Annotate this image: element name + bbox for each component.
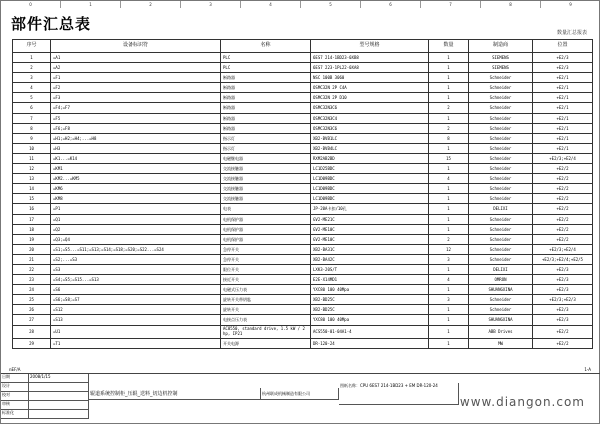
col-quantity-cell: 1 (429, 63, 469, 73)
checker-label: 校对 (1, 392, 29, 401)
date-value: 2008/1/15 (29, 374, 89, 383)
table-row (13, 113, 593, 123)
table-row (13, 264, 593, 274)
col-name-cell: 断路器 (221, 73, 311, 83)
top-ruler (1, 1, 600, 8)
col-quantity-cell: 1 (429, 224, 469, 234)
col-model-cell: RXM2AB2BD (311, 153, 429, 163)
col-location-cell: +E2/2 (533, 174, 593, 184)
page-title: 部件汇总表 (11, 15, 92, 33)
table-row (13, 133, 593, 143)
table-row (13, 143, 593, 153)
table-row (13, 224, 593, 234)
col-location-cell: +E2/3;+E2/4;+E2/5 (533, 254, 593, 264)
col-index-cell: 12 (13, 164, 51, 174)
ruler-tick: 8 (481, 1, 541, 8)
drawing-name-value: CPU 6ES7 214-1BD23 + EM DR-120-24 (360, 383, 438, 388)
table-row (13, 315, 593, 325)
col-manufacturer-cell: Schneider (469, 194, 533, 204)
col-quantity-cell: 1 (429, 184, 469, 194)
col-name-cell: 开关电源 (221, 338, 311, 348)
col-identifier-cell: =S2;...=S3 (51, 254, 221, 264)
col-location-cell: +E2/1 (533, 73, 593, 83)
table-row (13, 83, 593, 93)
col-location-cell: +E2/1 (533, 83, 593, 93)
col-location-cell: +E2/1 (533, 103, 593, 113)
col-quantity-cell: 1 (429, 325, 469, 338)
col-model-cell: DR-120-24 (311, 338, 429, 348)
col-name-cell: 交流接触器 (221, 194, 311, 204)
col-identifier-cell: =F2 (51, 83, 221, 93)
col-manufacturer-cell: Schneider (469, 164, 533, 174)
col-name-cell: 接近开关 (221, 275, 311, 285)
col-index-cell: 17 (13, 214, 51, 224)
col-index-cell: 18 (13, 224, 51, 234)
col-identifier-cell: =KM8 (51, 194, 221, 204)
ruler-tick: 4 (241, 1, 301, 8)
table-row (13, 184, 593, 194)
col-identifier-cell: =P1 (51, 204, 221, 214)
col-name-cell: 指示灯 (221, 133, 311, 143)
table-row (13, 234, 593, 244)
col-name-cell: 交流接触器 (221, 184, 311, 194)
col-identifier-cell: =Q3;=Q4 (51, 234, 221, 244)
col-identifier-cell: =A2 (51, 63, 221, 73)
col-quantity-cell: 15 (429, 153, 469, 163)
col-identifier-cell: =S4;=S5;=S15...=S13 (51, 275, 221, 285)
col-location-cell: +E2/3;+E2/3 (533, 295, 593, 305)
col-location-cell: +E2/3 (533, 315, 593, 325)
col-quantity-cell: 1 (429, 305, 469, 315)
col-identifier-cell: =KM2...=KM5 (51, 174, 221, 184)
col-name-cell: 限位开关 (221, 264, 311, 274)
col-identifier-cell: =A1 (51, 53, 221, 63)
table-row (13, 153, 593, 163)
col-model-cell: GV2-ME10C (311, 224, 429, 234)
ruler-tick: 2 (121, 1, 181, 8)
reviewer-label: 审核 (1, 401, 29, 410)
col-manufacturer-cell: SHUANGXINA (469, 315, 533, 325)
col-location-cell: +E2/3 (533, 305, 593, 315)
col-quantity-cell: 4 (429, 275, 469, 285)
col-name-cell: 交流接触器 (221, 164, 311, 174)
checker-value (29, 392, 89, 401)
col-identifier-cell: =KM6 (51, 184, 221, 194)
col-quantity-cell: 1 (429, 164, 469, 174)
col-manufacturer-cell: OMRON (469, 275, 533, 285)
col-manufacturer-cell: Schneider (469, 295, 533, 305)
col-quantity-cell: 3 (429, 254, 469, 264)
col-quantity-cell: 1 (429, 194, 469, 204)
ruler-tick: 5 (301, 1, 361, 8)
table-row (13, 194, 593, 204)
col-model-cell: ACS550-01-04A1-4 (311, 325, 429, 338)
col-identifier-cell: =K1...=K14 (51, 153, 221, 163)
parts-summary-table (12, 39, 593, 349)
col-quantity-cell: 1 (429, 315, 469, 325)
col-index-cell: 19 (13, 234, 51, 244)
col-index-cell: 22 (13, 264, 51, 274)
col-model-cell: GV2-ME10C (311, 234, 429, 244)
col-location-cell: +E2/2 (533, 204, 593, 214)
col-identifier-header: 设备标识符 (51, 40, 221, 53)
table-row (13, 73, 593, 83)
col-model-header: 型号规格 (311, 40, 429, 53)
col-name-cell: 急停开关 (221, 254, 311, 264)
col-index-cell: 1 (13, 53, 51, 63)
watermark: www.diangon.com (459, 395, 585, 409)
col-model-cell: E2E-X14MD1 (311, 275, 429, 285)
col-location-cell: +E2/3 (533, 264, 593, 274)
col-manufacturer-cell: MW (469, 338, 533, 348)
col-location-cell: +E2/2 (533, 184, 593, 194)
col-manufacturer-cell: Schneider (469, 93, 533, 103)
table-row (13, 254, 593, 264)
col-manufacturer-cell: SHUANGXINA (469, 285, 533, 295)
col-quantity-cell: 1 (429, 83, 469, 93)
col-manufacturer-cell: Schneider (469, 305, 533, 315)
col-quantity-cell: 1 (429, 93, 469, 103)
col-model-cell: JP-20A卡扣/10孔 (311, 204, 429, 214)
col-location-cell: +E2/3 (533, 275, 593, 285)
col-name-cell: 旋转开关 (221, 305, 311, 315)
table-row (13, 164, 593, 174)
standard-value (29, 410, 89, 419)
table-row (13, 305, 593, 315)
table-row (13, 53, 593, 63)
col-quantity-cell: 4 (429, 174, 469, 184)
col-index-cell: 15 (13, 194, 51, 204)
designer-label: 设计 (1, 383, 29, 392)
col-manufacturer-cell: Schneider (469, 234, 533, 244)
col-name-cell: 电表 (221, 204, 311, 214)
col-model-cell: LC1D09BDC (311, 174, 429, 184)
ruler-tick: 3 (181, 1, 241, 8)
col-manufacturer-cell: Schneider (469, 133, 533, 143)
col-name-cell: PLC (221, 53, 311, 63)
col-identifier-cell: =Q2 (51, 224, 221, 234)
col-name-cell: 指示灯 (221, 143, 311, 153)
col-index-cell: 2 (13, 63, 51, 73)
col-quantity-cell: 3 (429, 295, 469, 305)
col-model-cell: OSMC32N 2P C4A (311, 83, 429, 93)
table-row (13, 103, 593, 113)
col-index-cell: 25 (13, 295, 51, 305)
date-label: 日期 (1, 374, 29, 383)
col-model-cell: LC1D25BDC (311, 164, 429, 174)
col-name-cell: 断路器 (221, 93, 311, 103)
col-name-cell: AC8550, standard drive, 1.5 kW / 2 hp, IP21 (221, 325, 311, 338)
col-manufacturer-cell: Schneider (469, 73, 533, 83)
col-name-cell: PLC (221, 63, 311, 73)
col-manufacturer-cell: DELIXI (469, 204, 533, 214)
col-location-cell: +E2/2 (533, 224, 593, 234)
col-manufacturer-cell: ABB Drives (469, 325, 533, 338)
col-name-cell: 断路器 (221, 123, 311, 133)
col-identifier-cell: =F4;=F7 (51, 103, 221, 113)
col-name-cell: 电磁继电器 (221, 153, 311, 163)
col-identifier-cell: =S1;=S5...=S11;=S13;=S14;=S18;=S20;=S22...=S24 (51, 244, 221, 254)
col-location-cell: +E2/3 (533, 53, 593, 63)
col-index-cell: 23 (13, 275, 51, 285)
col-quantity-cell: 1 (429, 264, 469, 274)
col-location-cell: +E2/1 (533, 113, 593, 123)
col-identifier-cell: =S3 (51, 264, 221, 274)
ruler-tick: 7 (421, 1, 481, 8)
col-index-cell: 20 (13, 244, 51, 254)
col-location-cell: +E2/1 (533, 143, 593, 153)
col-manufacturer-header: 制造商 (469, 40, 533, 53)
col-manufacturer-cell: Schneider (469, 184, 533, 194)
col-identifier-cell: =S6;=S8;=S7 (51, 295, 221, 305)
col-manufacturer-cell: Schneider (469, 83, 533, 93)
col-quantity-cell: 1 (429, 285, 469, 295)
col-model-cell: YXC80 100 40Mpa (311, 315, 429, 325)
col-identifier-cell: =F3 (51, 93, 221, 103)
col-name-cell: 电机保护器 (221, 214, 311, 224)
company-name: 杭州联成机械制造有限公司 (261, 388, 339, 400)
col-model-cell: LC1D09BDC (311, 194, 429, 204)
col-location-cell: +E2/2 (533, 234, 593, 244)
table-row (13, 338, 593, 348)
col-manufacturer-cell: Schneider (469, 254, 533, 264)
col-index-cell: 3 (13, 73, 51, 83)
col-location-cell: +E2/3;+E2/4 (533, 244, 593, 254)
col-identifier-cell: =T1 (51, 338, 221, 348)
col-index-cell: 6 (13, 103, 51, 113)
col-identifier-cell: =S12 (51, 305, 221, 315)
col-model-cell: OSMC32N3C4 (311, 113, 429, 123)
col-identifier-cell: =F5 (51, 113, 221, 123)
col-identifier-cell: =F6;=F8 (51, 123, 221, 133)
col-quantity-cell: 2 (429, 234, 469, 244)
col-quantity-header: 数量 (429, 40, 469, 53)
col-quantity-cell: 12 (429, 244, 469, 254)
table-row (13, 93, 593, 103)
col-model-cell: XB2-BD25C (311, 305, 429, 315)
col-model-cell: XB2-BVB4LC (311, 143, 429, 153)
col-name-cell: 电接点压力表 (221, 315, 311, 325)
table-row (13, 214, 593, 224)
col-manufacturer-cell: SIEMENS (469, 63, 533, 73)
col-location-cell: +E2/2 (533, 194, 593, 204)
col-quantity-cell: 2 (429, 123, 469, 133)
table-header-row (13, 40, 593, 53)
col-location-cell: +E2/2 (533, 164, 593, 174)
ruler-tick: 0 (1, 1, 61, 8)
col-name-cell: 电机保护器 (221, 224, 311, 234)
col-index-cell: 9 (13, 133, 51, 143)
col-index-cell: 14 (13, 184, 51, 194)
drawing-name-label: 图纸名称： (340, 383, 360, 388)
col-index-cell: 8 (13, 123, 51, 133)
col-model-cell: OSMC32N3C6 (311, 123, 429, 133)
col-manufacturer-cell: Schneider (469, 174, 533, 184)
col-index-cell: 16 (13, 204, 51, 214)
col-model-cell: XB2-BA42C (311, 254, 429, 264)
page-subtitle: 数量汇总报表 (556, 30, 587, 36)
ruler-tick: 9 (541, 1, 600, 8)
col-identifier-cell: =KM1 (51, 164, 221, 174)
col-model-cell: 6ES7 223-1PL22-0XA8 (311, 63, 429, 73)
col-location-cell: +E2/1 (533, 93, 593, 103)
col-model-cell: XB2-BD25C (311, 295, 429, 305)
col-manufacturer-cell: Schneider (469, 143, 533, 153)
col-index-cell: 27 (13, 315, 51, 325)
table-row (13, 295, 593, 305)
table-row (13, 244, 593, 254)
col-quantity-cell: 1 (429, 53, 469, 63)
col-model-cell: LC1D09BDC (311, 184, 429, 194)
col-manufacturer-cell: SIEMENS (469, 53, 533, 63)
col-name-cell: 急停开关 (221, 244, 311, 254)
col-quantity-cell: 1 (429, 338, 469, 348)
col-index-cell: 24 (13, 285, 51, 295)
col-manufacturer-cell: DELIXI (469, 264, 533, 274)
col-index-cell: 13 (13, 174, 51, 184)
col-index-cell: 28 (13, 325, 51, 338)
col-identifier-cell: =U1 (51, 325, 221, 338)
col-model-cell: 6ES7 214-1BD23-0XB8 (311, 53, 429, 63)
col-manufacturer-cell: Schneider (469, 244, 533, 254)
col-location-header: 位置 (533, 40, 593, 53)
col-location-cell: +E2/1 (533, 133, 593, 143)
col-location-cell: +E2/2 (533, 325, 593, 338)
col-location-cell: +E2/2 (533, 214, 593, 224)
table-row (13, 123, 593, 133)
col-quantity-cell: 1 (429, 204, 469, 214)
col-name-cell: 断路器 (221, 113, 311, 123)
col-location-cell: +E2/2 (533, 338, 593, 348)
col-index-cell: 5 (13, 93, 51, 103)
col-model-cell: LXK3-20S/T (311, 264, 429, 274)
col-location-cell: +E2/3;+E2/4 (533, 153, 593, 163)
col-model-cell: XB2-BVB1LC (311, 133, 429, 143)
col-quantity-cell: 1 (429, 73, 469, 83)
col-name-cell: 电磁式压力表 (221, 285, 311, 295)
col-quantity-cell: 1 (429, 113, 469, 123)
col-name-cell: 断路器 (221, 103, 311, 113)
col-identifier-cell: =Q1 (51, 214, 221, 224)
drawing-name (339, 383, 459, 405)
designer-value (29, 383, 89, 392)
col-index-cell: 10 (13, 143, 51, 153)
col-name-cell: 旋转开关带钥匙 (221, 295, 311, 305)
col-quantity-cell: 8 (429, 133, 469, 143)
col-identifier-cell: =F1 (51, 73, 221, 83)
table-row (13, 174, 593, 184)
col-index-cell: 26 (13, 305, 51, 315)
ruler-tick: 6 (361, 1, 421, 8)
col-name-cell: 交流接触器 (221, 174, 311, 184)
col-model-cell: YXC80 100 40Mpa (311, 285, 429, 295)
col-location-cell: +E2/3 (533, 63, 593, 73)
col-quantity-cell: 1 (429, 214, 469, 224)
col-quantity-cell: 2 (429, 103, 469, 113)
col-index-cell: 11 (13, 153, 51, 163)
col-identifier-cell: =H1;=H2;=H4;...=H8 (51, 133, 221, 143)
col-name-cell: 电机保护器 (221, 234, 311, 244)
col-quantity-cell: 1 (429, 143, 469, 153)
col-manufacturer-cell: Schneider (469, 113, 533, 123)
standard-label: 标准化 (1, 410, 29, 419)
col-name-cell: 断路器 (221, 83, 311, 93)
table-row (13, 325, 593, 338)
col-model-cell: OSMC32N 2P D10 (311, 93, 429, 103)
col-manufacturer-cell: Schneider (469, 153, 533, 163)
col-model-cell: NSC 100B 3060 (311, 73, 429, 83)
col-identifier-cell: =H3 (51, 143, 221, 153)
col-identifier-cell: =S6 (51, 285, 221, 295)
page-ref-right: 1-A (584, 367, 591, 372)
table-row (13, 275, 593, 285)
table-row (13, 285, 593, 295)
col-index-cell: 4 (13, 83, 51, 93)
col-name-header: 名称 (221, 40, 311, 53)
col-location-cell: +E2/1 (533, 123, 593, 133)
col-model-cell: OSMC32N3C6 (311, 103, 429, 113)
reviewer-value (29, 401, 89, 410)
col-index-cell: 7 (13, 113, 51, 123)
col-index-header: 序号 (13, 40, 51, 53)
page-ref-left: nEF/A (9, 367, 21, 372)
col-manufacturer-cell: Schneider (469, 103, 533, 113)
col-location-cell: +E2/3 (533, 285, 593, 295)
col-model-cell: XB2-BA31C (311, 244, 429, 254)
col-manufacturer-cell: Schneider (469, 123, 533, 133)
table-row (13, 204, 593, 214)
table-row (13, 63, 593, 73)
col-manufacturer-cell: Schneider (469, 214, 533, 224)
col-manufacturer-cell: Schneider (469, 224, 533, 234)
col-index-cell: 29 (13, 338, 51, 348)
project-name: 辊道系统控制柜_压辊_送料_切边机控制 (89, 388, 261, 400)
col-identifier-cell: =S13 (51, 315, 221, 325)
ruler-tick: 1 (61, 1, 121, 8)
col-model-cell: GV2-ME21C (311, 214, 429, 224)
col-index-cell: 21 (13, 254, 51, 264)
